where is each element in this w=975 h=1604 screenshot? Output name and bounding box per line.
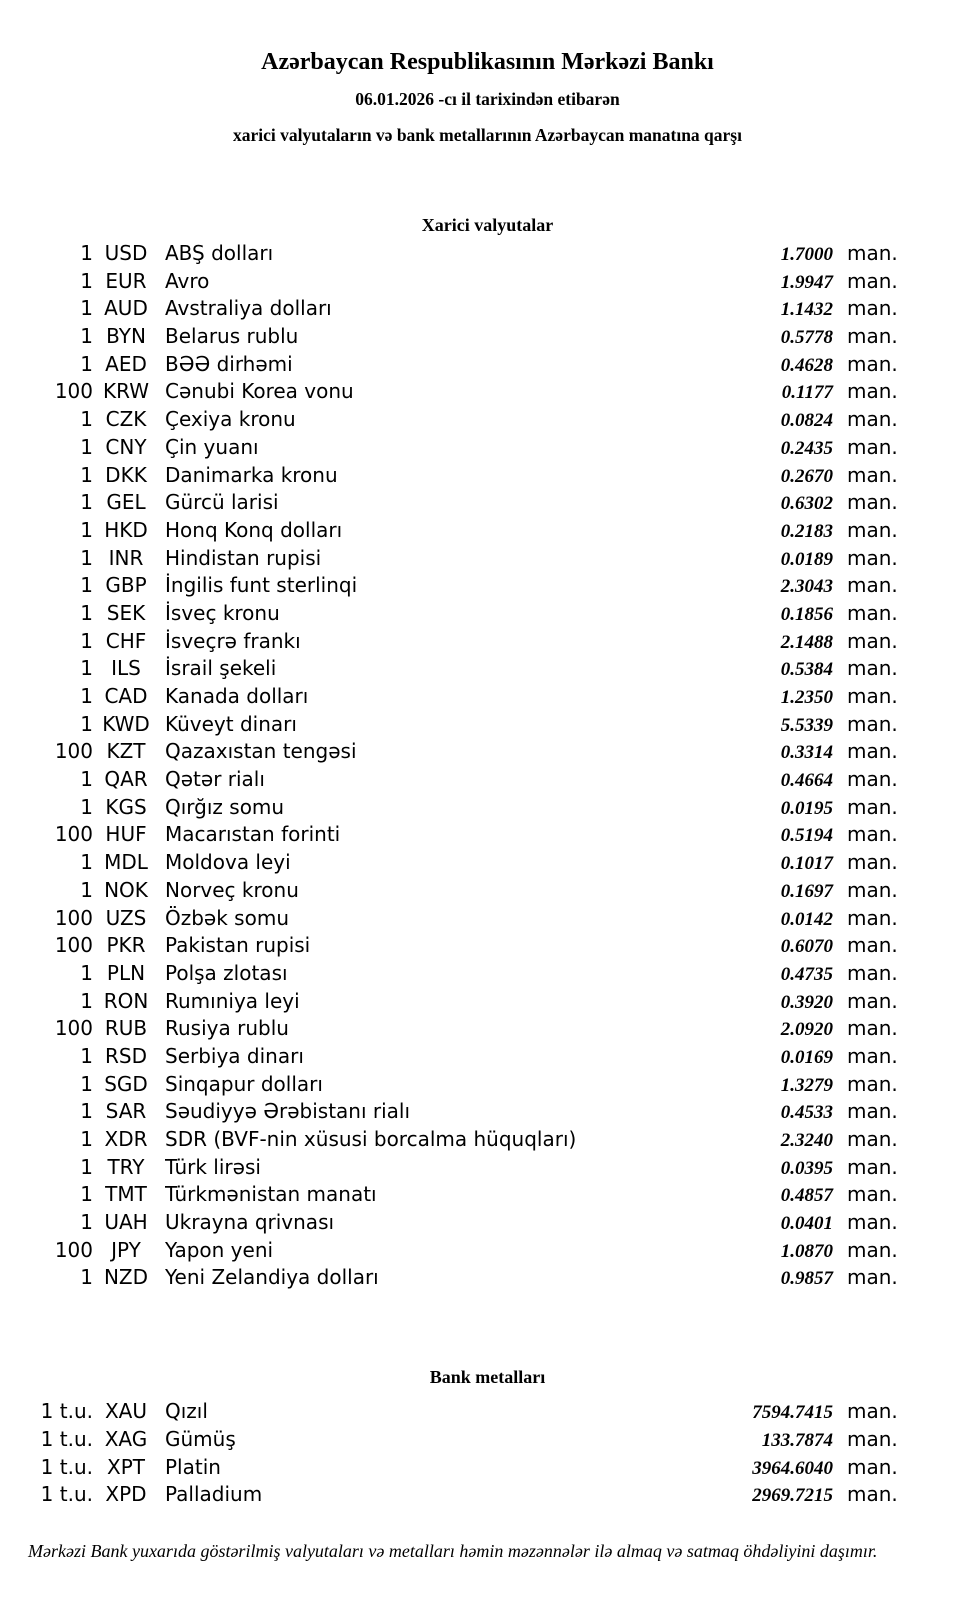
currency-code-cell: UAH xyxy=(104,1210,148,1235)
table-row xyxy=(0,766,975,794)
table-row xyxy=(0,849,975,877)
rate-value-cell: 1.3279 xyxy=(780,1074,833,1096)
unit-label-cell: man. xyxy=(847,1210,898,1235)
rate-value-cell: 0.4628 xyxy=(780,354,833,376)
rate-value-cell: 5.5339 xyxy=(780,714,833,736)
currency-code-cell: XPT xyxy=(107,1454,145,1479)
currency-code-cell: SAR xyxy=(105,1099,147,1124)
unit-label-cell: man. xyxy=(847,1182,898,1207)
unit-label-cell: man. xyxy=(847,296,898,321)
table-row xyxy=(0,323,975,351)
quantity-cell: 1 xyxy=(80,767,93,792)
rate-value-cell: 0.5194 xyxy=(780,825,833,847)
table-row xyxy=(0,1015,975,1043)
unit-label-cell: man. xyxy=(847,1399,898,1424)
quantity-cell: 1 xyxy=(80,462,93,487)
currency-code-cell: CZK xyxy=(105,407,147,432)
currency-name-cell: Rusiya rublu xyxy=(165,1016,289,1041)
quantity-cell: 1 t.u. xyxy=(40,1454,93,1479)
currency-name-cell: Özbək somu xyxy=(165,905,289,930)
rate-value-cell: 0.2435 xyxy=(780,437,833,459)
rate-value-cell: 0.0395 xyxy=(780,1157,833,1179)
rate-value-cell: 0.1177 xyxy=(781,382,833,404)
rate-value-cell: 0.4664 xyxy=(780,770,833,792)
table-row xyxy=(0,794,975,822)
section-heading-metals: Bank metalları xyxy=(429,1367,546,1388)
rate-value-cell: 1.0870 xyxy=(780,1240,833,1262)
table-row xyxy=(0,295,975,323)
table-row xyxy=(0,434,975,462)
currency-name-cell: Türk lirəsi xyxy=(165,1154,261,1179)
unit-label-cell: man. xyxy=(847,794,898,819)
currency-name-cell: Honq Konq dolları xyxy=(165,517,343,542)
rate-value-cell: 0.2183 xyxy=(780,520,833,542)
currency-name-cell: İsveçrə frankı xyxy=(165,628,301,653)
currency-name-cell: Macarıstan forinti xyxy=(165,822,341,847)
table-row xyxy=(0,1481,975,1509)
quantity-cell: 1 xyxy=(80,628,93,653)
unit-label-cell: man. xyxy=(847,1237,898,1262)
quantity-cell: 1 t.u. xyxy=(40,1482,93,1507)
rate-value-cell: 0.4857 xyxy=(780,1185,833,1207)
quantity-cell: 100 xyxy=(54,739,93,764)
table-row xyxy=(0,1209,975,1237)
currency-name-cell: Belarus rublu xyxy=(165,324,299,349)
currency-code-cell: CNY xyxy=(105,434,147,459)
table-row xyxy=(0,821,975,849)
rate-value-cell: 0.1697 xyxy=(780,880,833,902)
currency-table xyxy=(0,240,975,1292)
unit-label-cell: man. xyxy=(847,1482,898,1507)
currency-name-cell: Gümüş xyxy=(165,1426,236,1451)
table-row xyxy=(0,877,975,905)
rate-value-cell: 0.0824 xyxy=(780,410,833,432)
rate-value-cell: 2.3240 xyxy=(780,1130,833,1151)
unit-label-cell: man. xyxy=(847,739,898,764)
table-row xyxy=(0,1264,975,1292)
rate-value-cell: 1.2350 xyxy=(780,687,833,708)
rate-value-cell: 2.3043 xyxy=(780,576,833,598)
unit-label-cell: man. xyxy=(847,711,898,736)
rate-value-cell: 0.3314 xyxy=(780,742,833,764)
currency-code-cell: DKK xyxy=(105,462,147,487)
currency-code-cell: JPY xyxy=(111,1237,141,1262)
unit-label-cell: man. xyxy=(847,1265,898,1290)
rate-value-cell: 0.6302 xyxy=(780,493,833,515)
table-row xyxy=(0,378,975,406)
metals-table xyxy=(0,1398,975,1509)
unit-label-cell: man. xyxy=(847,656,898,681)
unit-label-cell: man. xyxy=(847,988,898,1013)
currency-name-cell: Avro xyxy=(165,268,210,293)
currency-code-cell: RSD xyxy=(105,1043,147,1068)
quantity-cell: 1 xyxy=(80,711,93,736)
table-row xyxy=(0,988,975,1016)
unit-label-cell: man. xyxy=(847,628,898,653)
unit-label-cell: man. xyxy=(847,573,898,598)
quantity-cell: 100 xyxy=(54,1237,93,1262)
currency-name-cell: İsrail şekeli xyxy=(165,656,277,681)
table-row xyxy=(0,600,975,628)
currency-name-cell: Qırğız somu xyxy=(165,794,285,819)
currency-code-cell: XAG xyxy=(104,1426,148,1451)
currency-name-cell: Platin xyxy=(165,1454,221,1479)
currency-code-cell: TMT xyxy=(105,1182,147,1207)
quantity-cell: 1 xyxy=(80,877,93,902)
quantity-cell: 100 xyxy=(54,933,93,958)
currency-code-cell: KRW xyxy=(103,379,149,404)
unit-label-cell: man. xyxy=(847,905,898,930)
rate-value-cell: 1.9947 xyxy=(780,271,833,293)
unit-label-cell: man. xyxy=(847,379,898,404)
currency-name-cell: BƏƏ dirhəmi xyxy=(165,351,293,376)
quantity-cell: 1 xyxy=(80,268,93,293)
table-row xyxy=(0,1071,975,1099)
quantity-cell: 1 xyxy=(80,573,93,598)
currency-name-cell: Yapon yeni xyxy=(165,1237,274,1262)
rate-value-cell: 3964.6040 xyxy=(752,1457,833,1479)
quantity-cell: 1 xyxy=(80,1154,93,1179)
quantity-cell: 1 xyxy=(80,684,93,708)
currency-code-cell: PLN xyxy=(106,960,146,985)
quantity-cell: 100 xyxy=(54,379,93,404)
rate-value-cell: 0.0195 xyxy=(780,797,833,819)
currency-name-cell: Sinqapur dolları xyxy=(165,1071,323,1096)
currency-name-cell: Hindistan rupisi xyxy=(165,545,322,570)
currency-code-cell: RON xyxy=(103,988,149,1013)
currency-name-cell: Norveç kronu xyxy=(165,877,299,902)
currency-name-cell: SDR (BVF-nin xüsusi borcalma hüquqları) xyxy=(165,1127,577,1151)
unit-label-cell: man. xyxy=(847,268,898,293)
currency-code-cell: EUR xyxy=(105,268,147,293)
currency-code-cell: ILS xyxy=(111,656,141,681)
quantity-cell: 1 xyxy=(80,1210,93,1235)
rate-value-cell: 0.4735 xyxy=(780,963,833,985)
currency-code-cell: HUF xyxy=(105,822,147,847)
quantity-cell: 1 xyxy=(80,1182,93,1207)
unit-label-cell: man. xyxy=(847,241,898,265)
currency-code-cell: USD xyxy=(104,241,148,265)
currency-code-cell: KZT xyxy=(106,739,146,764)
currency-name-cell: Moldova leyi xyxy=(165,850,291,875)
quantity-cell: 1 xyxy=(80,794,93,819)
currency-name-cell: Palladium xyxy=(165,1482,263,1507)
currency-code-cell: MDL xyxy=(104,850,148,875)
unit-label-cell: man. xyxy=(847,850,898,875)
quantity-cell: 1 xyxy=(80,407,93,432)
unit-label-cell: man. xyxy=(847,351,898,376)
rate-value-cell: 0.0142 xyxy=(780,908,833,930)
currency-code-cell: AED xyxy=(105,351,147,376)
table-row xyxy=(0,572,975,600)
currency-name-cell: Rumıniya leyi xyxy=(165,988,300,1013)
table-row xyxy=(0,545,975,573)
currency-name-cell: Türkmənistan manatı xyxy=(165,1182,377,1207)
currency-code-cell: BYN xyxy=(106,324,146,349)
rate-value-cell: 2.1488 xyxy=(780,631,833,653)
unit-label-cell: man. xyxy=(847,545,898,570)
table-row xyxy=(0,628,975,656)
currency-name-cell: Qətər rialı xyxy=(165,767,265,792)
currency-name-cell: ABŞ dolları xyxy=(165,241,274,265)
currency-name-cell: Qazaxıstan tengəsi xyxy=(165,739,357,764)
unit-label-cell: man. xyxy=(847,1016,898,1041)
currency-name-cell: Pakistan rupisi xyxy=(165,933,311,958)
table-row xyxy=(0,932,975,960)
currency-code-cell: XDR xyxy=(104,1127,148,1151)
unit-label-cell: man. xyxy=(847,324,898,349)
quantity-cell: 1 xyxy=(80,1127,93,1151)
table-row xyxy=(0,1426,975,1454)
table-row xyxy=(0,517,975,545)
currency-name-cell: İsveç kronu xyxy=(165,600,280,625)
unit-label-cell: man. xyxy=(847,1454,898,1479)
table-row xyxy=(0,711,975,739)
unit-label-cell: man. xyxy=(847,462,898,487)
rate-value-cell: 0.0401 xyxy=(780,1213,833,1235)
currency-name-cell: Qızıl xyxy=(165,1399,208,1424)
currency-code-cell: QAR xyxy=(104,767,148,792)
rate-value-cell: 0.5384 xyxy=(780,659,833,681)
rate-value-cell: 0.1017 xyxy=(780,853,833,875)
quantity-cell: 100 xyxy=(54,1016,93,1041)
unit-label-cell: man. xyxy=(847,434,898,459)
quantity-cell: 1 t.u. xyxy=(40,1399,93,1424)
table-row xyxy=(0,1154,975,1182)
quantity-cell: 1 xyxy=(80,988,93,1013)
table-row xyxy=(0,351,975,379)
quantity-cell: 1 xyxy=(80,1099,93,1124)
unit-label-cell: man. xyxy=(847,490,898,515)
currency-name-cell: Yeni Zelandiya dolları xyxy=(165,1265,379,1290)
table-row xyxy=(0,1454,975,1482)
unit-label-cell: man. xyxy=(847,1154,898,1179)
rate-value-cell: 1.1432 xyxy=(780,299,833,321)
quantity-cell: 100 xyxy=(54,822,93,847)
currency-code-cell: KWD xyxy=(102,711,150,736)
quantity-cell: 100 xyxy=(54,905,93,930)
currency-code-cell: AUD xyxy=(104,296,148,321)
rate-value-cell: 0.6070 xyxy=(780,936,833,958)
quantity-cell: 1 xyxy=(80,1071,93,1096)
quantity-cell: 1 xyxy=(80,960,93,985)
rate-value-cell: 133.7874 xyxy=(761,1429,833,1451)
unit-label-cell: man. xyxy=(847,933,898,958)
table-row xyxy=(0,1043,975,1071)
rate-value-cell: 2.0920 xyxy=(780,1019,833,1041)
unit-label-cell: man. xyxy=(847,822,898,847)
currency-code-cell: XPD xyxy=(105,1482,147,1507)
currency-code-cell: NOK xyxy=(104,877,148,902)
currency-name-cell: Serbiya dinarı xyxy=(165,1043,304,1068)
quantity-cell: 1 xyxy=(80,517,93,542)
quantity-cell: 1 xyxy=(80,656,93,681)
table-row xyxy=(0,240,975,268)
currency-code-cell: INR xyxy=(108,545,144,570)
quantity-cell: 1 t.u. xyxy=(40,1426,93,1451)
table-row xyxy=(0,683,975,711)
table-row xyxy=(0,406,975,434)
currency-code-cell: SEK xyxy=(106,600,146,625)
table-row xyxy=(0,1237,975,1265)
currency-name-cell: İngilis funt sterlinqi xyxy=(165,573,358,598)
currency-code-cell: GEL xyxy=(106,490,146,515)
unit-label-cell: man. xyxy=(847,407,898,432)
currency-code-cell: KGS xyxy=(105,794,147,819)
currency-code-cell: RUB xyxy=(104,1016,148,1041)
unit-label-cell: man. xyxy=(847,1127,898,1151)
rate-value-cell: 0.0189 xyxy=(780,548,833,570)
quantity-cell: 1 xyxy=(80,490,93,515)
quantity-cell: 1 xyxy=(80,296,93,321)
rate-value-cell: 0.1856 xyxy=(780,603,833,625)
currency-code-cell: CHF xyxy=(105,628,147,653)
table-row xyxy=(0,655,975,683)
unit-label-cell: man. xyxy=(847,1426,898,1451)
table-row xyxy=(0,1098,975,1126)
rate-value-cell: 1.7000 xyxy=(780,244,833,265)
currency-name-cell: Cənubi Korea vonu xyxy=(165,379,354,404)
currency-code-cell: HKD xyxy=(104,517,148,542)
page-title: Azərbaycan Respublikasının Mərkəzi Bankı xyxy=(261,49,714,75)
rate-value-cell: 0.0169 xyxy=(780,1046,833,1068)
rate-value-cell: 0.4533 xyxy=(780,1102,833,1124)
rate-value-cell: 0.5778 xyxy=(780,327,833,349)
unit-label-cell: man. xyxy=(847,517,898,542)
currency-code-cell: UZS xyxy=(105,905,147,930)
quantity-cell: 1 xyxy=(80,1043,93,1068)
currency-code-cell: SGD xyxy=(104,1071,148,1096)
quantity-cell: 1 xyxy=(80,600,93,625)
quantity-cell: 1 xyxy=(80,324,93,349)
currency-name-cell: Səudiyyə Ərəbistanı rialı xyxy=(165,1099,411,1124)
rate-value-cell: 0.9857 xyxy=(780,1268,833,1290)
page-subtitle: xarici valyutaların və bank metallarının Azərbaycan manatına qarşı xyxy=(233,125,742,145)
currency-name-cell: Ukrayna qrivnası xyxy=(165,1210,335,1235)
quantity-cell: 1 xyxy=(80,241,93,265)
table-row xyxy=(0,489,975,517)
currency-name-cell: Kanada dolları xyxy=(165,684,309,708)
quantity-cell: 1 xyxy=(80,1265,93,1290)
rate-value-cell: 0.2670 xyxy=(780,465,833,487)
unit-label-cell: man. xyxy=(847,1071,898,1096)
unit-label-cell: man. xyxy=(847,684,898,708)
currency-name-cell: Çexiya kronu xyxy=(165,407,296,432)
table-row xyxy=(0,462,975,490)
table-row xyxy=(0,960,975,988)
unit-label-cell: man. xyxy=(847,1099,898,1124)
quantity-cell: 1 xyxy=(80,545,93,570)
currency-code-cell: GBP xyxy=(105,573,147,598)
quantity-cell: 1 xyxy=(80,351,93,376)
currency-name-cell: Polşa zlotası xyxy=(165,960,288,985)
section-heading-currencies: Xarici valyutalar xyxy=(421,215,554,235)
unit-label-cell: man. xyxy=(847,767,898,792)
quantity-cell: 1 xyxy=(80,434,93,459)
currency-code-cell: XAU xyxy=(104,1399,148,1424)
footer-disclaimer: Mərkəzi Bank yuxarıda göstərilmiş valyutaları və metalları həmin məzənnələr ilə almaq və satmaq öhdəliyini daşımır. xyxy=(28,1540,878,1561)
unit-label-cell: man. xyxy=(847,877,898,902)
quantity-cell: 1 xyxy=(80,850,93,875)
currency-code-cell: PKR xyxy=(106,933,146,958)
currency-code-cell: CAD xyxy=(104,684,148,708)
table-row xyxy=(0,1398,975,1426)
currency-code-cell: TRY xyxy=(107,1154,145,1179)
table-row xyxy=(0,268,975,296)
currency-name-cell: Gürcü larisi xyxy=(165,490,279,515)
table-row xyxy=(0,1126,975,1154)
rate-value-cell: 7594.7415 xyxy=(752,1402,833,1424)
table-row xyxy=(0,905,975,933)
unit-label-cell: man. xyxy=(847,1043,898,1068)
table-row xyxy=(0,1181,975,1209)
rate-value-cell: 0.3920 xyxy=(780,991,833,1013)
currency-name-cell: Çin yuanı xyxy=(165,434,259,459)
rate-value-cell: 2969.7215 xyxy=(752,1485,833,1507)
currency-name-cell: Küveyt dinarı xyxy=(165,711,297,736)
unit-label-cell: man. xyxy=(847,960,898,985)
table-row xyxy=(0,738,975,766)
effective-date-line: 06.01.2026 -cı il tarixindən etibarən xyxy=(355,89,620,109)
currency-code-cell: NZD xyxy=(103,1265,149,1290)
currency-name-cell: Danimarka kronu xyxy=(165,462,338,487)
unit-label-cell: man. xyxy=(847,600,898,625)
currency-name-cell: Avstraliya dolları xyxy=(165,296,332,321)
